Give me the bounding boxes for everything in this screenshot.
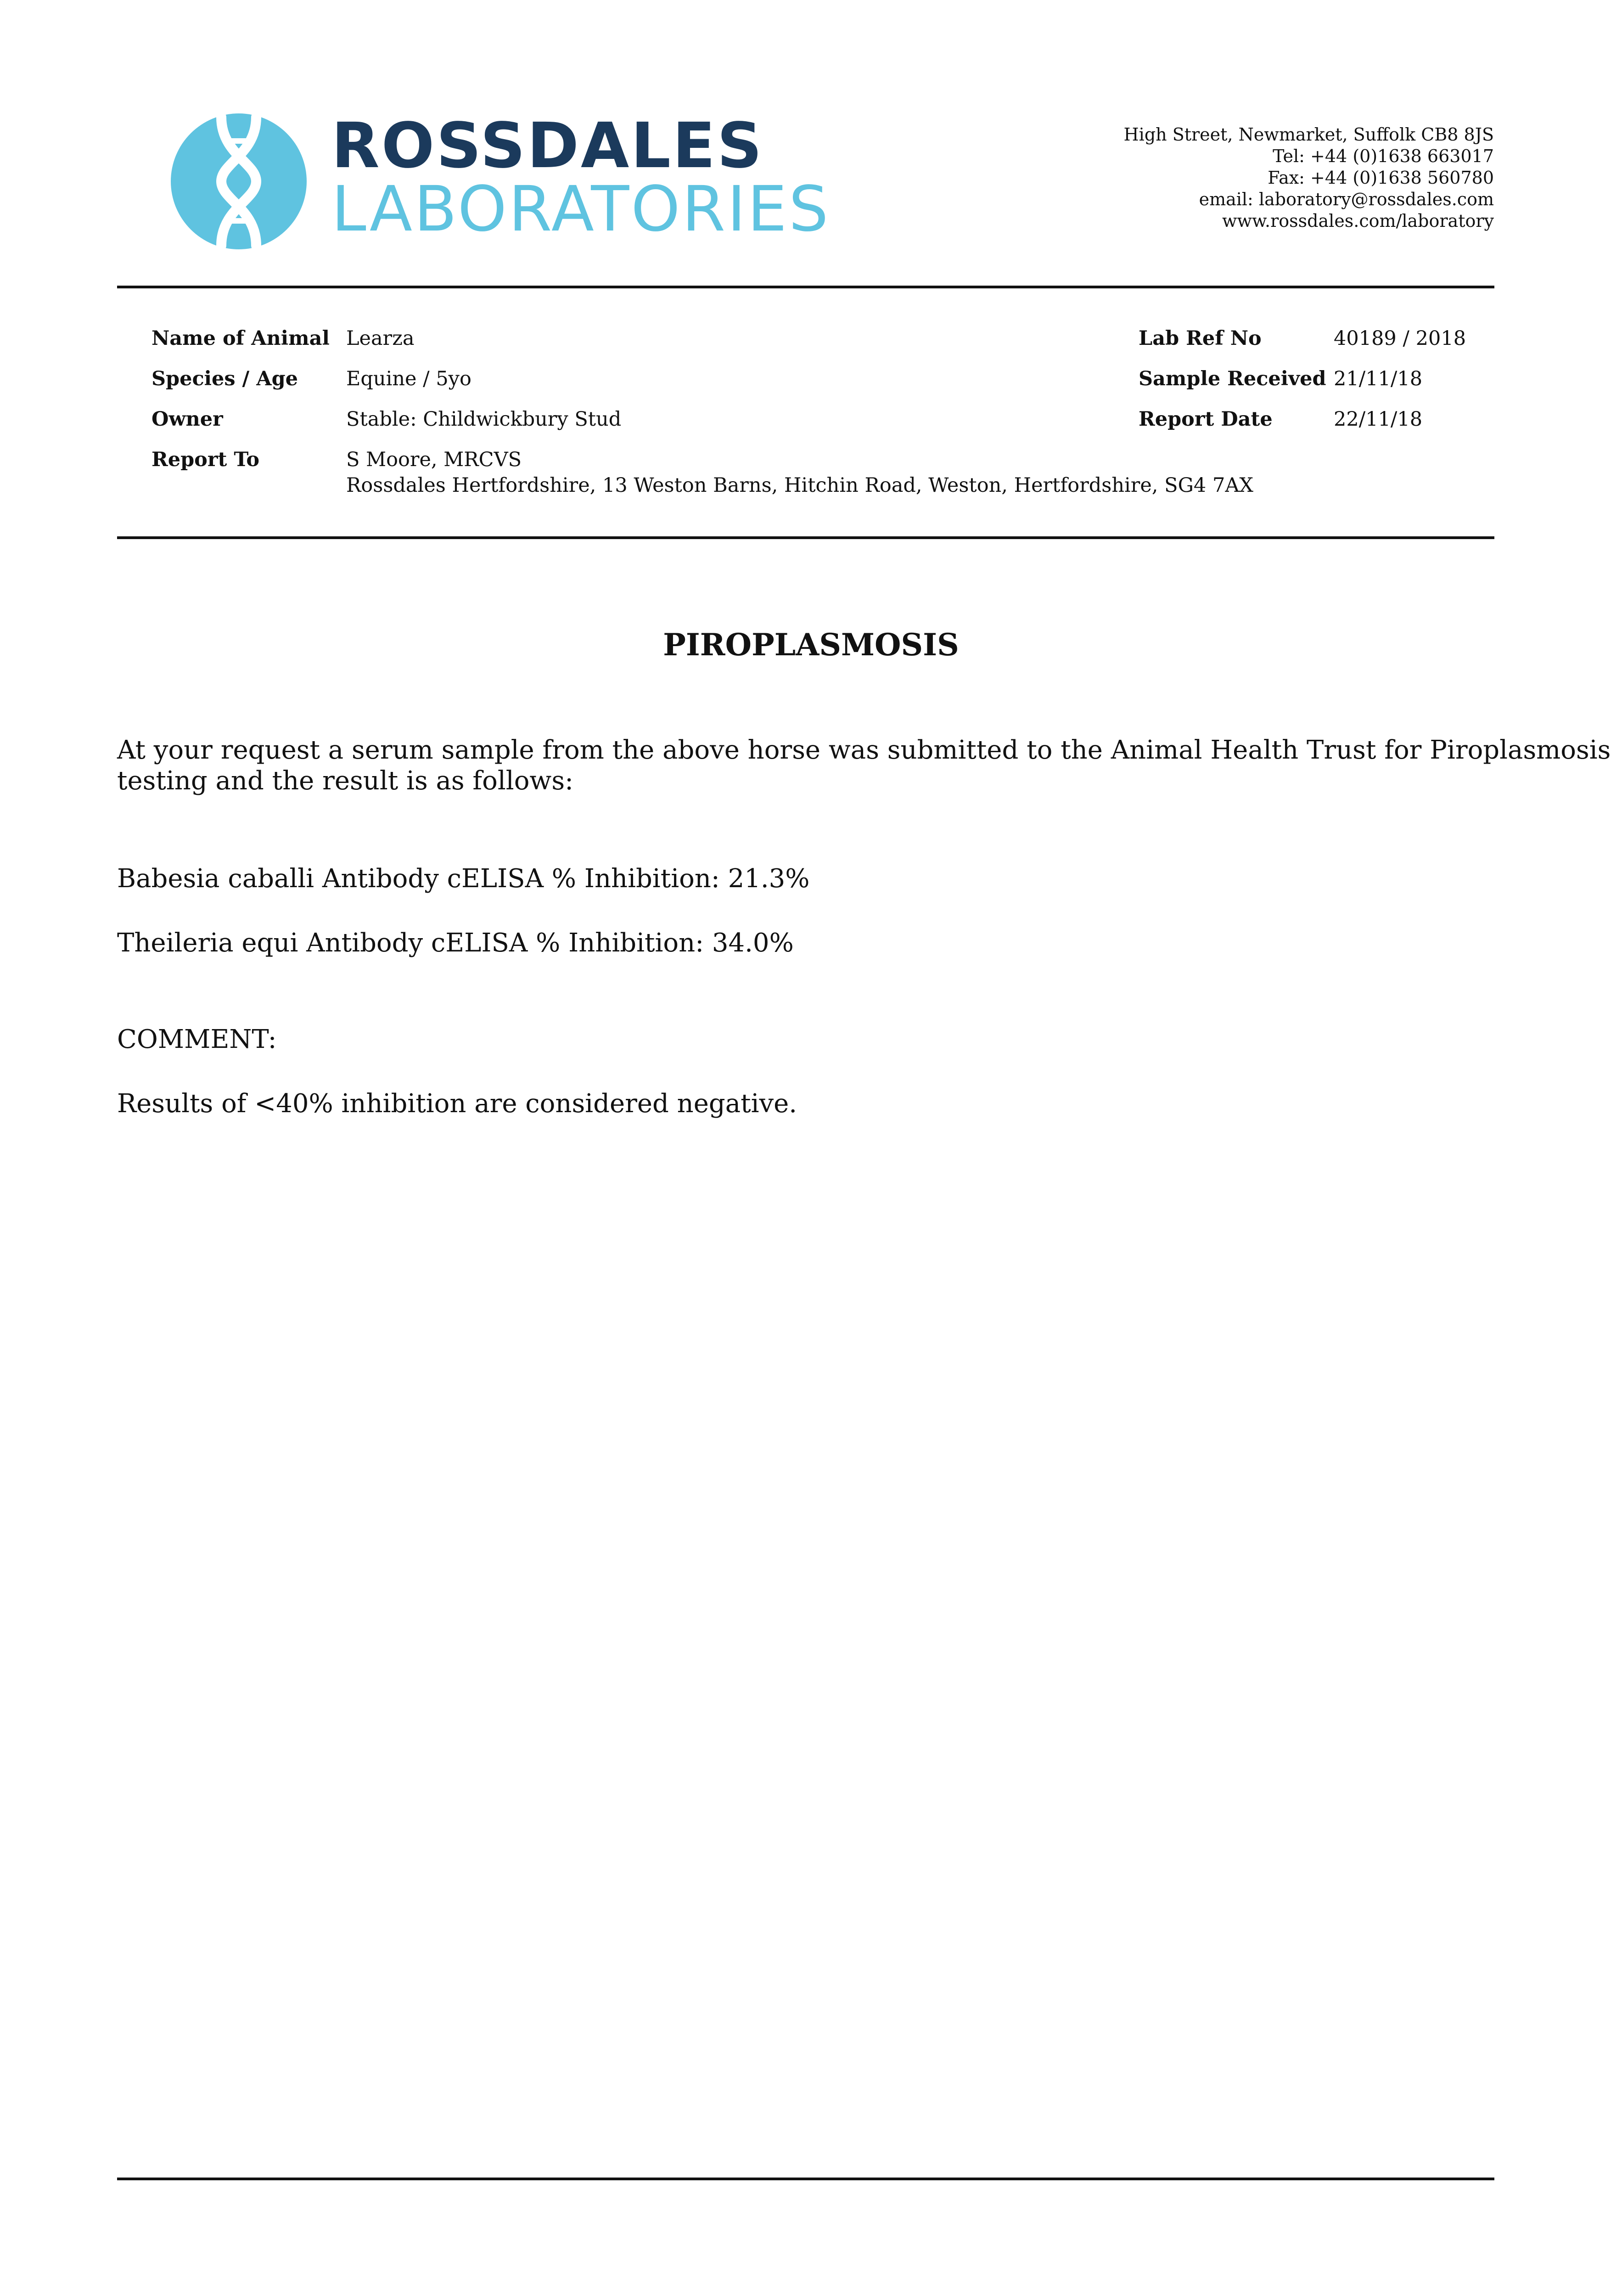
contact-address: High Street, Newmarket, Suffolk CB8 8JS — [1123, 124, 1494, 145]
report-title: PIROPLASMOSIS — [663, 627, 959, 663]
report-date-label: Report Date — [1139, 408, 1273, 431]
brand-name-secondary: LABORATORIES — [331, 173, 831, 246]
species-age-value: Equine / 5yo — [346, 367, 471, 390]
report-to-address: Rossdales Hertfordshire, 13 Weston Barns, Hitchin Road, Weston, Hertfordshire, SG4 7AX — [346, 474, 1253, 497]
report-date-value: 22/11/18 — [1334, 408, 1423, 431]
lab-ref-value: 40189 / 2018 — [1334, 327, 1466, 350]
species-age-label: Species / Age — [152, 367, 298, 390]
report-to-name: S Moore, MRCVS — [346, 448, 522, 471]
footer-divider — [117, 2178, 1494, 2180]
result-babesia: Babesia caballi Antibody cELISA % Inhibition: 21.3% — [117, 864, 810, 894]
name-of-animal-value: Learza — [346, 327, 415, 350]
lab-ref-label: Lab Ref No — [1139, 327, 1262, 350]
intro-line-2: testing and the result is as follows: — [117, 766, 573, 796]
header-divider — [117, 286, 1494, 288]
sample-received-label: Sample Received — [1139, 367, 1326, 390]
dna-helix-icon — [170, 113, 308, 250]
details-divider — [117, 536, 1494, 539]
contact-email[interactable]: email: laboratory@rossdales.com — [1199, 189, 1494, 209]
comment-text: Results of <40% inhibition are considered negative. — [117, 1089, 797, 1119]
name-of-animal-label: Name of Animal — [152, 327, 330, 350]
result-theileria: Theileria equi Antibody cELISA % Inhibition: 34.0% — [117, 928, 794, 958]
contact-fax: Fax: +44 (0)1638 560780 — [1268, 168, 1494, 188]
owner-value: Stable: Childwickbury Stud — [346, 408, 622, 431]
contact-website[interactable]: www.rossdales.com/laboratory — [1222, 211, 1494, 231]
brand-name-primary: ROSSDALES — [331, 110, 764, 182]
contact-block — [1124, 124, 1494, 232]
report-to-label: Report To — [152, 448, 260, 471]
sample-received-value: 21/11/18 — [1334, 367, 1423, 390]
owner-label: Owner — [152, 408, 223, 431]
contact-tel: Tel: +44 (0)1638 663017 — [1273, 146, 1494, 166]
comment-heading: COMMENT: — [117, 1024, 277, 1054]
intro-line-1: At your request a serum sample from the above horse was submitted to the Animal Health Trust for Piroplasmosis — [117, 735, 1611, 765]
